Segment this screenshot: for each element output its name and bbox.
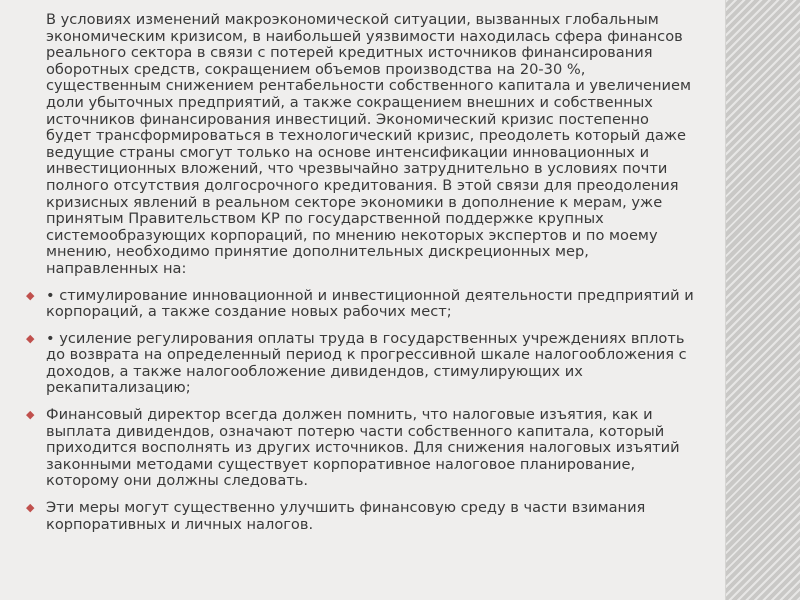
diamond-bullet-icon: ◆ [26, 408, 35, 422]
bullet-text: Эти меры могут существенно улучшить финансовую среду в части взимания корпоративных и личных налогов. [46, 499, 646, 533]
bullet-item-1 [26, 288, 698, 321]
intro-paragraph: В условиях изменений макроэкономической ситуации, вызванных глобальным экономическим кризисом, в наибольшей уязвимости находилась сфера финансов реального сектора в связи с потерей кредитных источников финансирования оборотных средств, сокращением объемов производства на 20-30 %, существенным снижением рентабельности собственного капитала и увеличением доли убыточных предприятий, а также сокращением внешних и собственных источников финансирования инвестиций. Экономический кризис постепенно будет трансформироваться в технологический кризис, преодолеть который даже ведущие страны смогут только на основе интенсификации инновационных и инвестиционных вложений, что чрезвычайно затруднительно в условиях почти полного отсутствия долгосрочного кредитования. В этой связи для преодоления кризисных явлений в реальном секторе экономики в дополнение к мерам, уже принятым Правительством КР по государственной поддержке крупных системообразующих корпораций, по мнению некоторых экспертов и по моему мнению, необходимо принятие дополнительных дискреционных мер, направленных на: [46, 11, 692, 277]
diamond-bullet-icon: ◆ [26, 331, 35, 345]
bullet-item-3 [26, 407, 698, 490]
bullet-item-4 [26, 500, 698, 533]
bullet-text: Финансовый директор всегда должен помнить, что налоговые изъятия, как и выплата дивидендов, означают потерю части собственного капитала, который приходится восполнять из других источников. Для снижения налоговых изъятий законными методами существует корпоративное налоговое планирование, которому они должны следовать. [46, 406, 680, 490]
bullet-text: • усиление регулирования оплаты труда в государственных учреждениях вплоть до возврата на определенный период к прогрессивной шкале налогообложения с доходов, а также налогообложение дивидендов, стимулирующих их рекапитализацию; [46, 329, 687, 397]
slide-content [26, 12, 698, 543]
diamond-bullet-icon: ◆ [26, 501, 35, 515]
bullet-item-2 [26, 331, 698, 397]
diamond-bullet-icon: ◆ [26, 288, 35, 302]
bullet-text: • стимулирование инновационной и инвестиционной деятельности предприятий и корпораций, а также создание новых рабочих мест; [46, 286, 694, 321]
decorative-hatched-stripe [725, 0, 800, 600]
